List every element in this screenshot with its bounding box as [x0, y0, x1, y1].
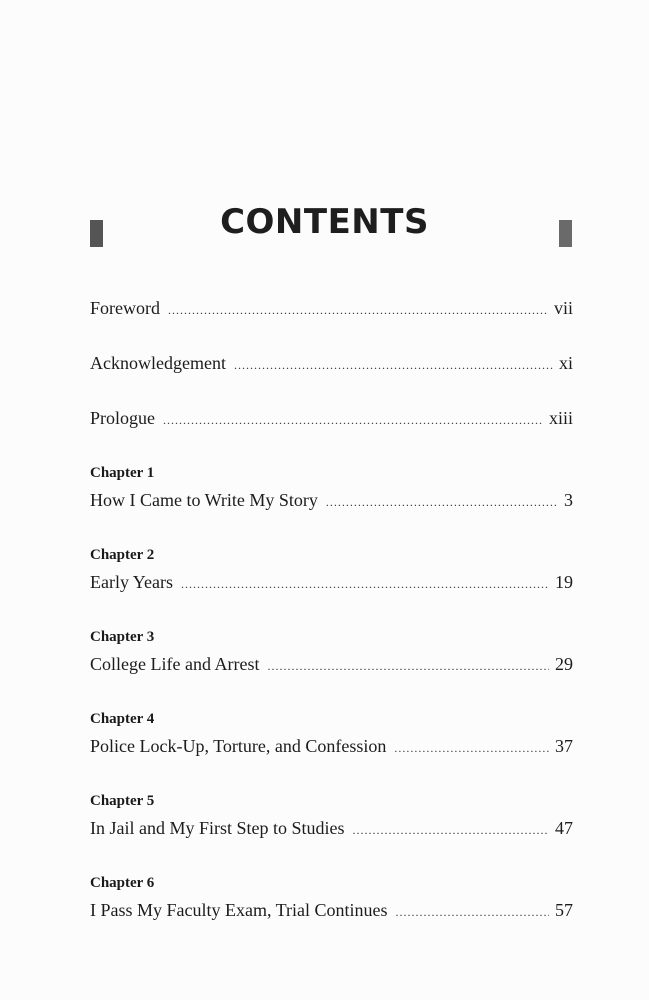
- dot-leader: [394, 737, 549, 759]
- toc-entry-page: 29: [555, 654, 573, 674]
- toc-entry-prologue: [90, 407, 573, 431]
- toc-entry-acknowledgement: [90, 352, 573, 376]
- chapter-label: Chapter 5: [90, 793, 155, 809]
- chapter-label: Chapter 2: [90, 547, 155, 563]
- toc-entry-chapter-3: [90, 653, 573, 677]
- dot-leader: [181, 573, 549, 595]
- toc-entry-page: 3: [564, 490, 573, 510]
- toc-entry-chapter-2: [90, 571, 573, 595]
- toc-entry-page: 19: [555, 572, 573, 592]
- right-heading-bar: [559, 220, 572, 247]
- dot-leader: [168, 299, 548, 321]
- toc-entry-title: College Life and Arrest: [90, 654, 260, 674]
- chapter-label: Chapter 3: [90, 629, 155, 645]
- toc-entry-chapter-1: [90, 489, 573, 513]
- dot-leader: [163, 409, 543, 431]
- chapter-label: Chapter 6: [90, 875, 155, 891]
- toc-entry-title: I Pass My Faculty Exam, Trial Continues: [90, 900, 388, 920]
- toc-entry-chapter-4: [90, 735, 573, 759]
- toc-entry-page: 37: [555, 736, 573, 756]
- dot-leader: [267, 655, 549, 677]
- toc-entry-page: 57: [555, 900, 573, 920]
- toc-entry-title: Acknowledgement: [90, 353, 226, 373]
- toc-entry-title: How I Came to Write My Story: [90, 490, 318, 510]
- contents-heading: CONTENTS: [220, 202, 429, 242]
- toc-entry-page: xiii: [548, 408, 573, 428]
- dot-leader: [326, 491, 558, 513]
- toc-entry-page: xi: [558, 353, 573, 373]
- toc-entry-foreword: [90, 297, 573, 321]
- dot-leader: [396, 901, 549, 923]
- toc-entry-title: In Jail and My First Step to Studies: [90, 818, 345, 838]
- dot-leader: [234, 354, 553, 376]
- toc-entry-page: 47: [555, 818, 573, 838]
- toc-entry-title: Foreword: [90, 298, 160, 318]
- contents-heading-row: [0, 200, 649, 260]
- chapter-label: Chapter 4: [90, 711, 155, 727]
- toc-entry-title: Police Lock-Up, Torture, and Confession: [90, 736, 387, 756]
- dot-leader: [353, 819, 549, 841]
- toc-entry-chapter-5: [90, 817, 573, 841]
- toc-entry-chapter-6: [90, 899, 573, 923]
- toc-entry-page: vii: [553, 298, 573, 318]
- toc-entry-title: Early Years: [90, 572, 173, 592]
- chapter-label: Chapter 1: [90, 465, 155, 481]
- toc-entry-title: Prologue: [90, 408, 155, 428]
